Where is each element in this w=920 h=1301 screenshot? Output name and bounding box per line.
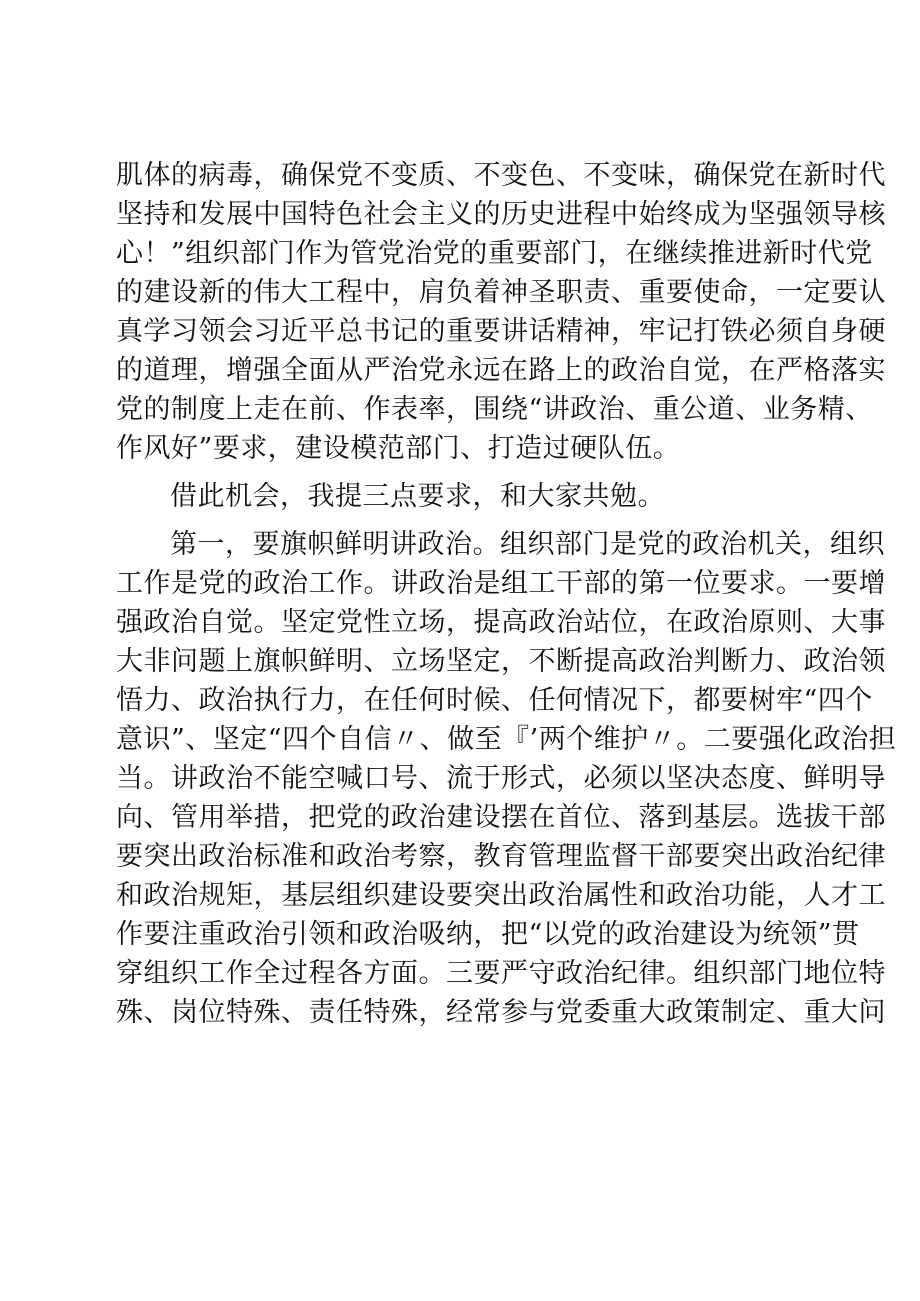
text-line: 和政治规矩，基层组织建设要突出政治属性和政治功能，人才工: [116, 880, 886, 911]
text-line: 党的制度上走在前、作表率，围绕“讲政治、重公道、业务精、: [116, 394, 873, 425]
text-line: 殊、岗位特殊、责任特殊，经常参与党委重大政策制定、重大问: [116, 997, 886, 1028]
text-line: 强政治自觉。坚定党性立场，提高政治站位，在政治原则、大事: [116, 607, 886, 638]
paragraph-intro-requirements: [116, 477, 816, 516]
text-line: 的道理，增强全面从严治党永远在路上的政治自觉，在严格落实: [116, 355, 886, 386]
text-line: 作要注重政治引领和政治吸纳，把“以党的政治建设为统领”贯: [116, 919, 860, 950]
text-line: 第一，要旗帜鲜明讲政治。组织部门是党的政治机关，组织: [170, 529, 885, 560]
text-line: 坚持和发展中国特色社会主义的历史进程中始终成为坚强领导核: [116, 199, 886, 230]
text-line: 悟力、政治执行力，在任何时候、任何情况下，都要树牢“四个: [116, 685, 873, 716]
text-line: 真学习领会习近平总书记的重要讲话精神，牢记打铁必须自身硬: [116, 316, 886, 347]
document-body: [116, 156, 897, 1032]
text-line: 借此机会，我提三点要求，和大家共勉。: [170, 481, 665, 512]
text-line: 作风好”要求，建设模范部门、打造过硬队伍。: [116, 433, 681, 464]
text-line: 肌体的病毒，确保党不变质、不变色、不变味，确保党在新时代: [116, 160, 886, 191]
paragraph-first-requirement: [116, 525, 897, 1032]
text-line: 意识”、坚定“四个自信〃、做至『’两个维护〃。二要强化政治担: [116, 724, 897, 755]
text-line: 大非问题上旗帜鲜明、立场坚定，不断提高政治判断力、政治领: [116, 646, 886, 677]
paragraph-continuation: [116, 156, 886, 468]
text-line: 穿组织工作全过程各方面。三要严守政治纪律。组织部门地位特: [116, 958, 886, 989]
text-line: 当。讲政治不能空喊口号、流于形式，必须以坚决态度、鲜明导: [116, 763, 886, 794]
text-line: 心！”组织部门作为管党治党的重要部门，在继续推进新时代党: [116, 238, 873, 269]
text-line: 要突出政治标准和政治考察，教育管理监督干部要突出政治纪律: [116, 841, 886, 872]
text-line: 工作是党的政治工作。讲政治是组工干部的第一位要求。一要增: [116, 568, 886, 599]
text-line: 的建设新的伟大工程中，肩负着神圣职责、重要使命，一定要认: [116, 277, 886, 308]
text-line: 向、管用举措，把党的政治建设摆在首位、落到基层。选拔干部: [116, 802, 886, 833]
